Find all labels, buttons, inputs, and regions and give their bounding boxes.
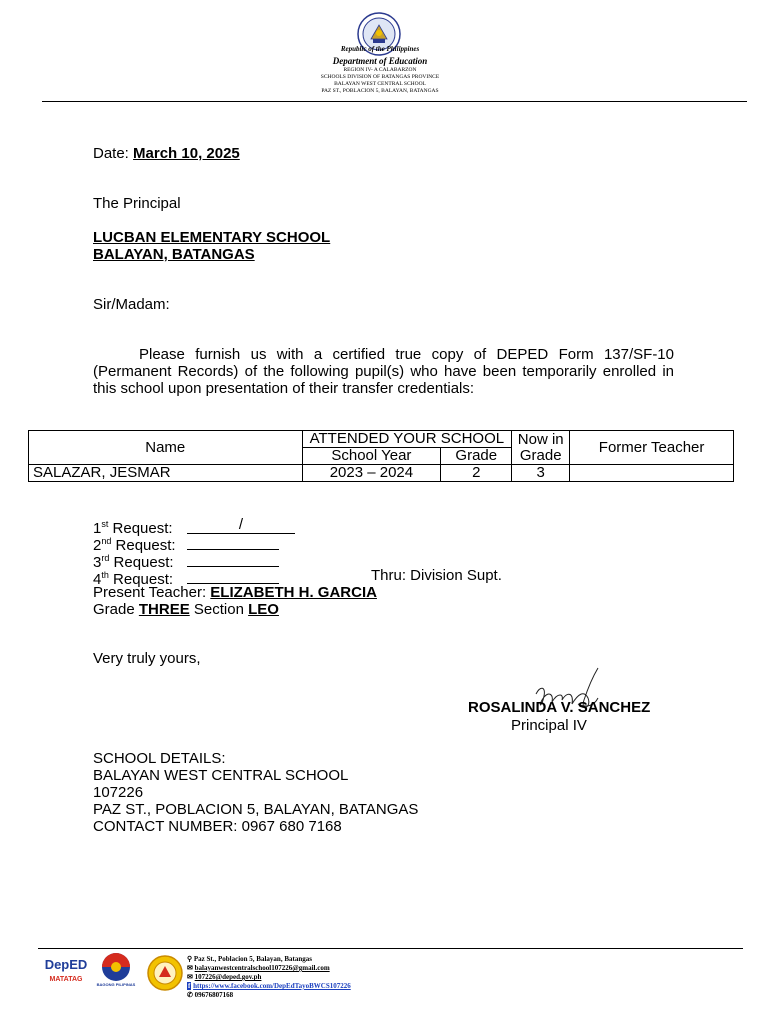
- request-4-label: Request:: [113, 571, 174, 588]
- footer-address-line: [187, 955, 351, 964]
- footer-facebook[interactable]: https://www.facebook.com/DepEdTayoBWCS107226: [193, 982, 351, 990]
- cell-school-year: 2023 – 2024: [302, 465, 441, 482]
- deped-matatag-logo: [42, 958, 90, 992]
- recipient-school-address: BALAYAN, BATANGAS: [93, 246, 255, 263]
- phone-icon: ✆: [187, 991, 193, 999]
- school-seal-icon: [147, 955, 183, 991]
- present-teacher-line: [93, 584, 377, 601]
- header-grade: Grade: [441, 448, 512, 465]
- school-details-id: 107226: [93, 784, 144, 801]
- header-school: BALAYAN WEST CENTRAL SCHOOL: [334, 81, 426, 87]
- matatag-logo-text: MATATAG: [49, 976, 83, 983]
- cell-now-grade: 3: [512, 465, 570, 482]
- header-now-in-grade: Now in Grade: [512, 431, 570, 465]
- signatory-name: ROSALINDA V. SANCHEZ: [468, 699, 651, 716]
- footer-phone-line: [187, 991, 351, 1000]
- request-3-num: 3: [93, 554, 102, 571]
- addressee: The Principal: [93, 195, 181, 212]
- header-division: SCHOOLS DIVISION OF BATANGAS PROVINCE: [320, 74, 440, 80]
- date-label: Date:: [93, 145, 129, 162]
- footer-email2-line: [187, 973, 351, 982]
- recipient-school-name: LUCBAN ELEMENTARY SCHOOL: [93, 229, 331, 246]
- footer-email2[interactable]: 107226@deped.gov.ph: [194, 973, 262, 981]
- grade-label: Grade: [93, 601, 135, 618]
- date-line: [93, 145, 240, 162]
- request-3-blank: [187, 550, 279, 567]
- deped-logo-text: DepED: [44, 957, 88, 972]
- request-1-sup: st: [101, 519, 109, 529]
- header-republic: Republic of the Philippines: [340, 45, 420, 53]
- pupil-table: [28, 430, 734, 482]
- request-1-blank: /: [187, 516, 295, 534]
- cell-grade: 2: [441, 465, 512, 482]
- school-details-contact: CONTACT NUMBER: 0967 680 7168: [93, 818, 342, 835]
- footer-facebook-line: [187, 982, 351, 991]
- request-4-sup: th: [101, 570, 109, 580]
- salutation: Sir/Madam:: [93, 296, 170, 313]
- school-details-heading: SCHOOL DETAILS:: [93, 750, 226, 767]
- school-details-name: BALAYAN WEST CENTRAL SCHOOL: [93, 767, 349, 784]
- valediction: Very truly yours,: [93, 650, 201, 667]
- grade-value: THREE: [138, 601, 190, 618]
- header-former-teacher: Former Teacher: [570, 431, 734, 465]
- facebook-icon: f: [188, 982, 191, 990]
- bagong-pilipinas-text: BAGONG PILIPINAS: [96, 982, 136, 987]
- date-value: March 10, 2025: [133, 145, 240, 162]
- table-row: [29, 465, 734, 482]
- bagong-pilipinas-icon: [98, 952, 134, 982]
- header-school-year: School Year: [302, 448, 441, 465]
- signatory-position: Principal IV: [511, 717, 587, 734]
- footer-divider: [38, 948, 743, 949]
- footer-contact-block: [187, 955, 351, 1000]
- request-2-blank: [187, 533, 279, 550]
- request-paragraph: Please furnish us with a certified true copy of DEPED Form 137/SF-10 (Permanent Records) of the following pupil(s) who have been temporarily enrolled in this school upon presentation of their transfer credentials:: [93, 346, 674, 397]
- header-attended: ATTENDED YOUR SCHOOL: [302, 431, 512, 448]
- request-4-blank: [187, 567, 279, 584]
- cell-former-teacher: [570, 465, 734, 482]
- grade-section-line: [93, 601, 279, 618]
- header-department: Department of Education: [332, 56, 428, 66]
- mail-icon-2: ✉: [187, 973, 193, 981]
- footer-email1-line: [187, 964, 351, 973]
- present-teacher-label: Present Teacher:: [93, 584, 207, 601]
- mail-icon: ✉: [187, 964, 193, 972]
- request-2-num: 2: [93, 537, 102, 554]
- request-4-num: 4: [93, 571, 102, 588]
- header-name: Name: [29, 431, 303, 465]
- bagong-pilipinas-logo: [94, 952, 138, 992]
- request-2-label: Request:: [115, 537, 176, 554]
- thru-division: Thru: Division Supt.: [371, 567, 502, 584]
- footer-phone: 09676807168: [194, 991, 234, 999]
- present-teacher-value: ELIZABETH H. GARCIA: [210, 584, 377, 601]
- school-details-address: PAZ ST., POBLACION 5, BALAYAN, BATANGAS: [93, 801, 419, 818]
- location-pin-icon: ⚲: [187, 955, 193, 963]
- request-3-label: Request:: [113, 554, 174, 571]
- request-2-sup: nd: [101, 536, 112, 546]
- request-1-label: Request:: [112, 520, 173, 537]
- header-divider: [42, 101, 747, 102]
- request-1-num: 1: [93, 520, 102, 537]
- footer-email1[interactable]: balayanwestcentralschool107226@gmail.com: [194, 964, 330, 972]
- header-region: REGION IV- A CALABARZON: [343, 67, 417, 73]
- section-label: Section: [193, 601, 244, 618]
- section-value: LEO: [248, 601, 279, 618]
- request-3-sup: rd: [101, 553, 110, 563]
- cell-name: SALAZAR, JESMAR: [29, 465, 303, 482]
- footer-address: Paz St., Poblacion 5, Balayan, Batangas: [193, 955, 312, 963]
- header-address: PAZ ST., POBLACION 5, BALAYAN, BATANGAS: [321, 88, 439, 94]
